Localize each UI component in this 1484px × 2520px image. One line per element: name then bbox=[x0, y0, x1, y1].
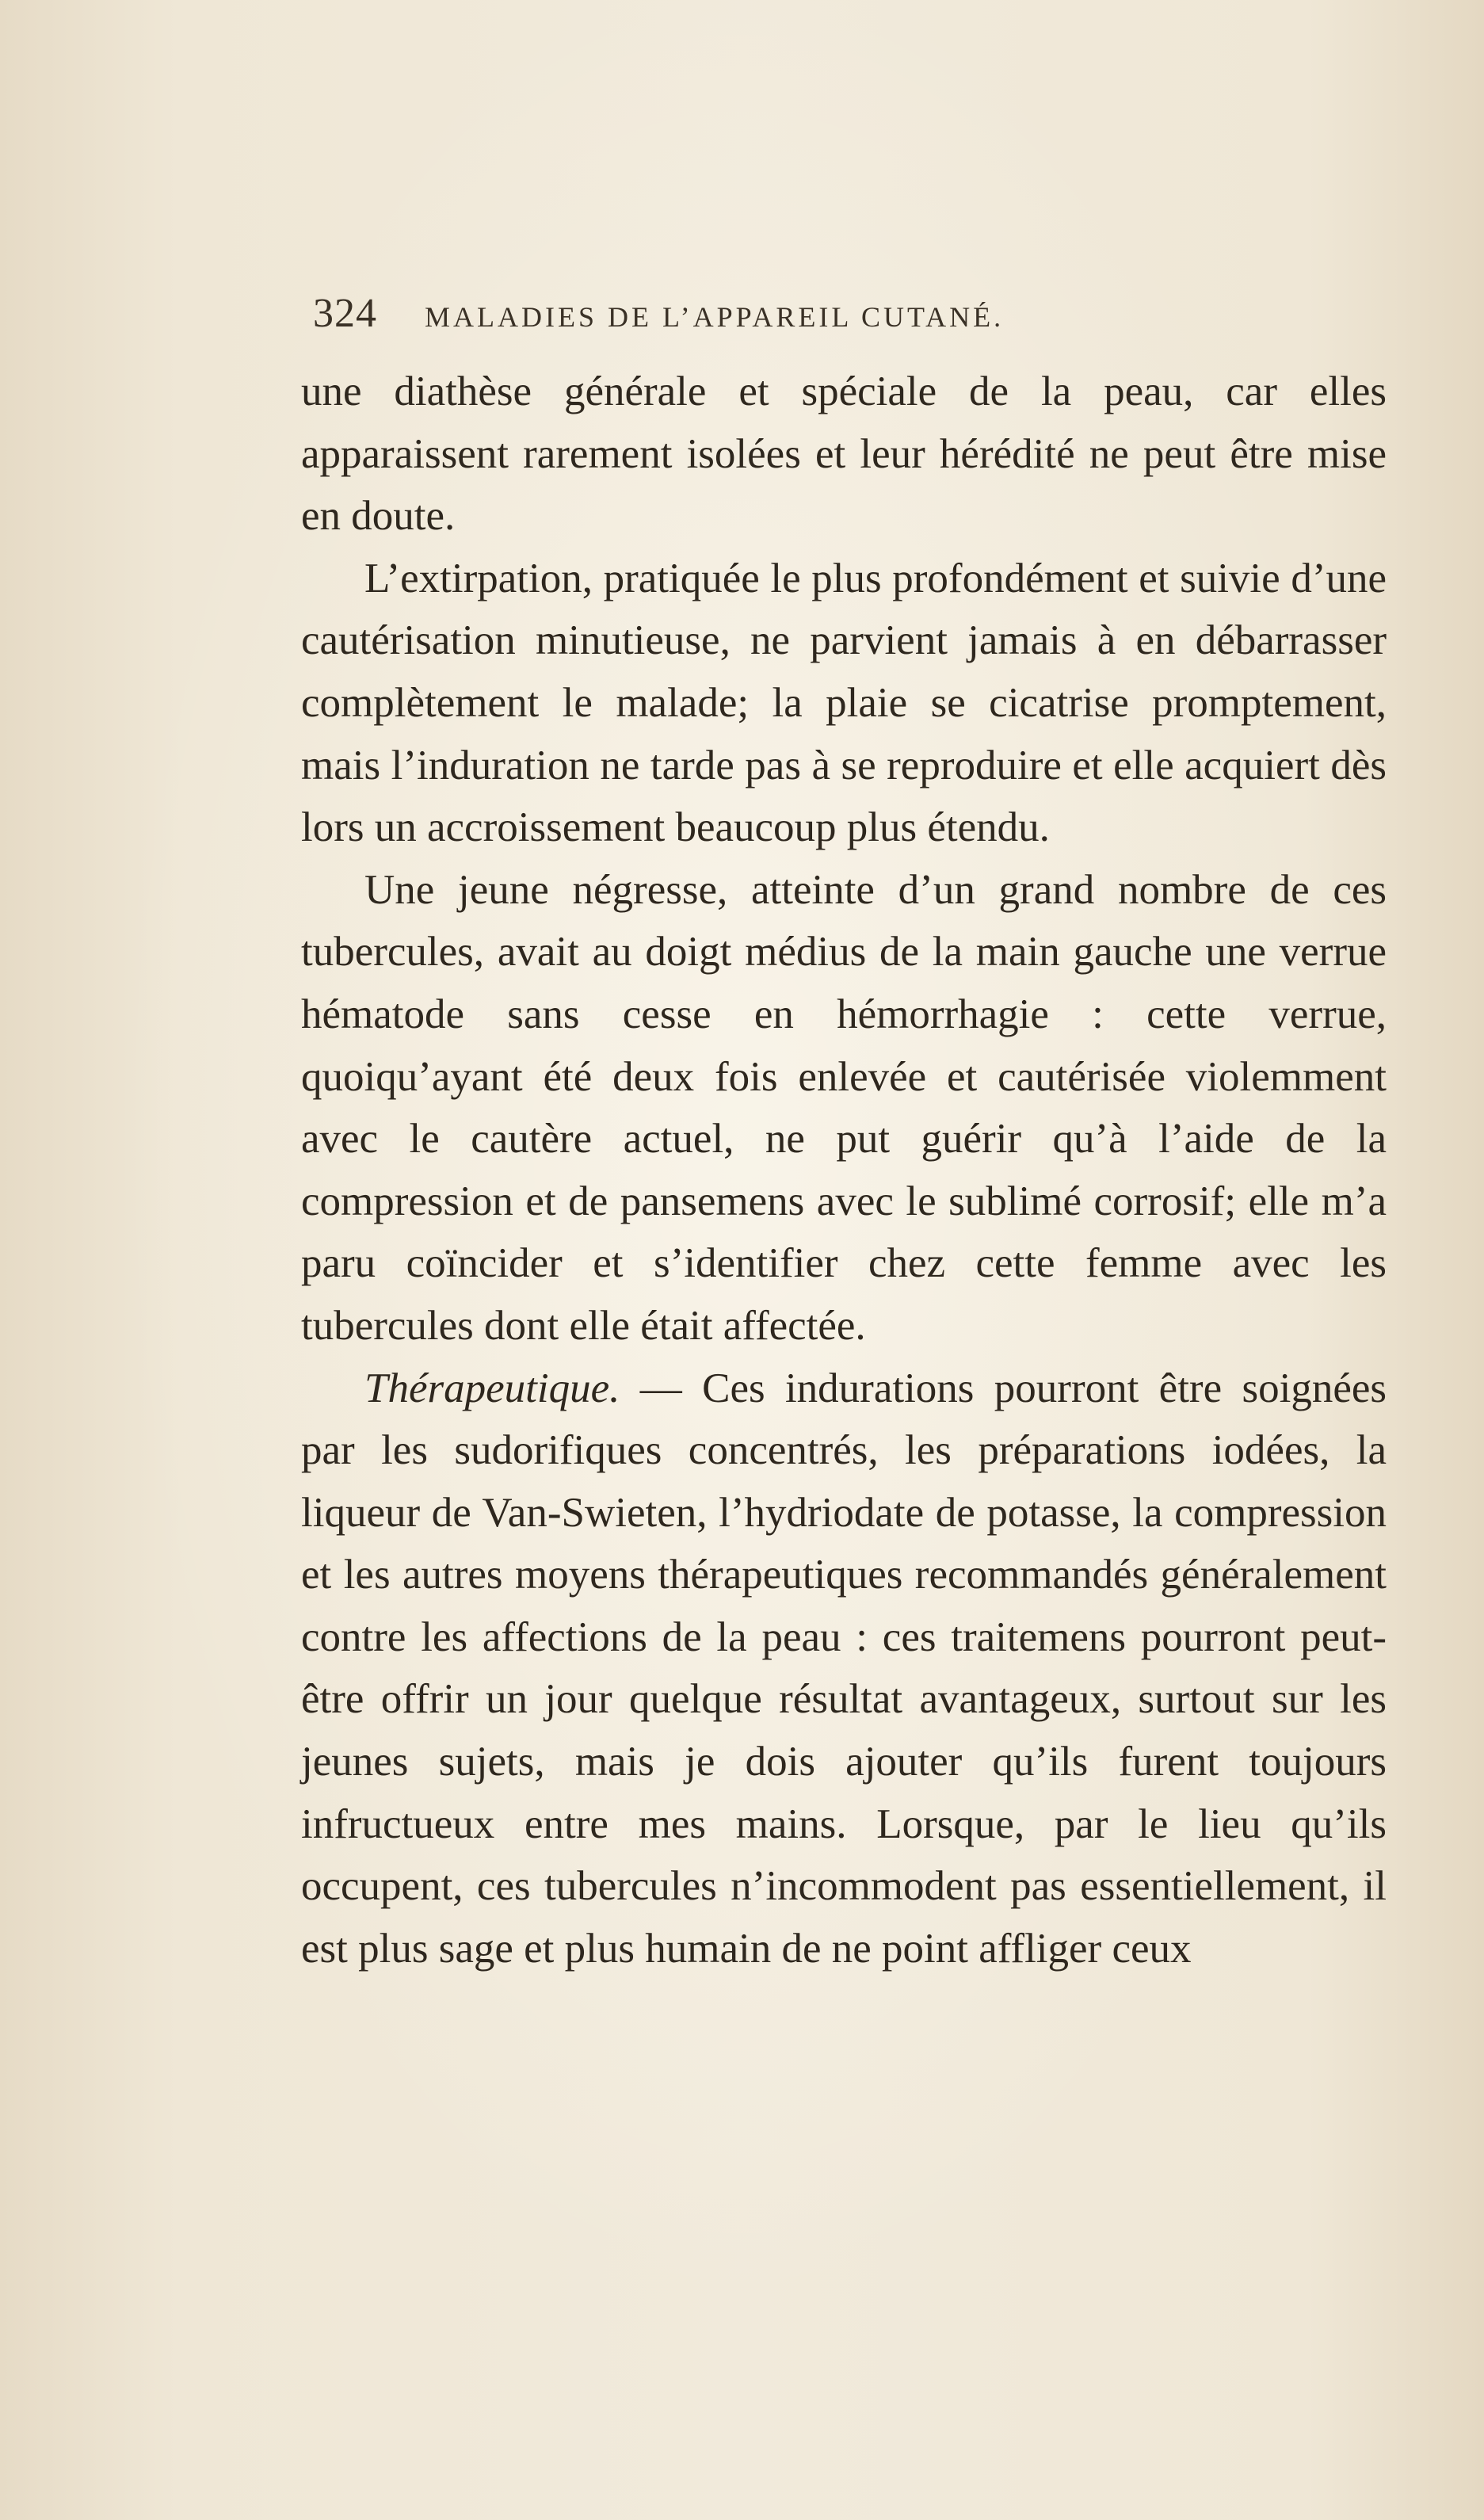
paragraph-text: Une jeune négresse, atteinte d’un grand nombre de ces tubercules, avait au doigt médius de la main gauche une verrue hématode sans cesse en hémorrhagie : cette verrue, quoiqu’ayant été deux fois enlevée et cautérisée violemment avec le cautère actuel, ne put guérir qu’à l’aide de la compression et de pansemens avec le sublimé corrosif; elle m’a paru coïncider et s’identifier chez cette femme avec les tubercules dont elle était affectée. bbox=[301, 866, 1387, 1349]
paragraph-extirpation bbox=[301, 548, 1387, 859]
page-number: 324 bbox=[313, 291, 377, 336]
paragraph-text: — Ces indurations pourront être soignées par les sudorifiques concentrés, les préparations iodées, la liqueur de Van-Swieten, l’hydriodate de potasse, la compression et les autres moyens thérapeutiques recommandés généralement contre les affections de la peau : ces traitemens pourront peut-être offrir un jour quelque résultat avantageux, surtout sur les jeunes sujets, mais je dois ajouter qu’ils furent toujours infructueux entre mes mains. Lorsque, par le lieu qu’ils occupent, ces tubercules n’incommodent pas essentiellement, il est plus sage et plus humain de ne point affliger ceux bbox=[301, 1365, 1387, 1972]
section-lead-term: Thérapeutique. bbox=[364, 1365, 620, 1411]
body-text bbox=[301, 361, 1387, 1980]
running-head: MALADIES DE L’APPAREIL CUTANÉ. bbox=[425, 301, 1005, 333]
paragraph-text: L’extirpation, pratiquée le plus profondément et suivie d’une cautérisation minutieuse, ne parvient jamais à en débarrasser complètement le malade; la plaie se cicatrise promptement, mais l’induration ne tarde pas à se reproduire et elle acquiert dès lors un accroissement beaucoup plus étendu. bbox=[301, 555, 1387, 851]
paragraph-continuation bbox=[301, 361, 1387, 548]
paragraph-therapeutics bbox=[301, 1357, 1387, 1980]
paragraph-text: une diathèse générale et spéciale de la peau, car elles apparaissent rarement isolées et leur hérédité ne peut être mise en doute. bbox=[301, 368, 1387, 540]
page-header bbox=[313, 290, 1200, 346]
paragraph-case-study bbox=[301, 859, 1387, 1357]
